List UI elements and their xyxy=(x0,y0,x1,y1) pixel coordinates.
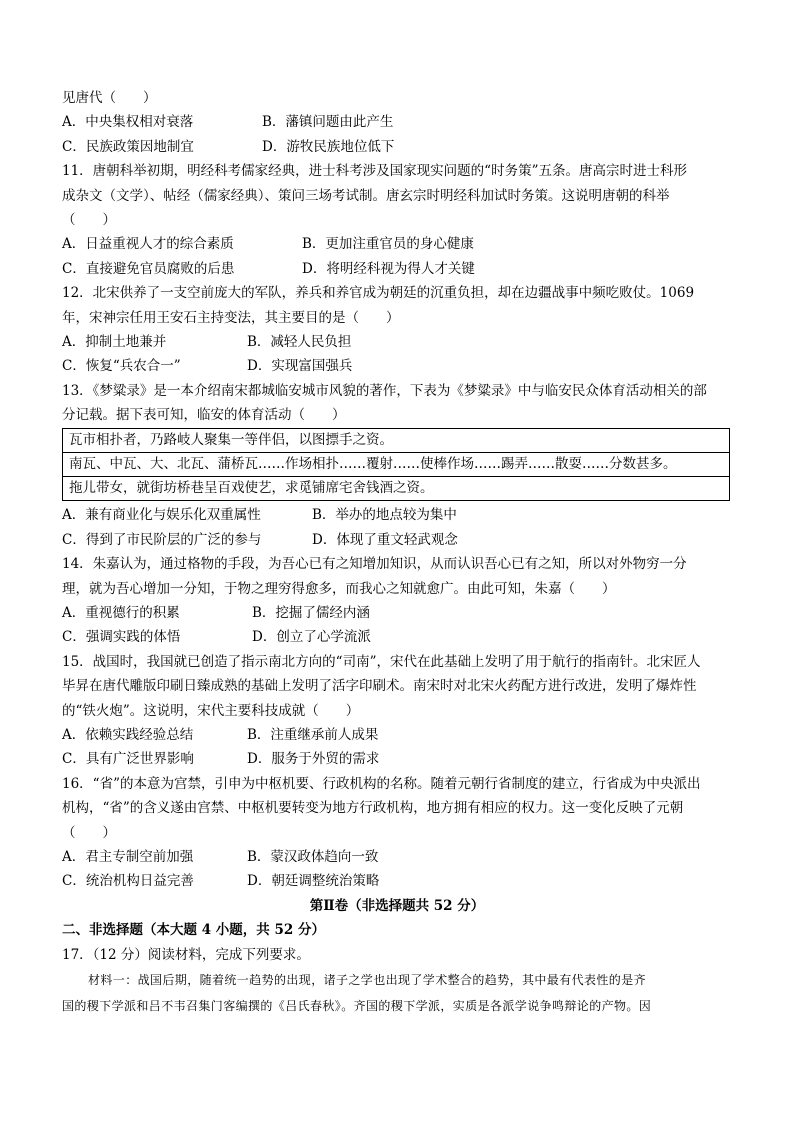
q11-options-row1 xyxy=(62,232,732,256)
q11-option-a[interactable]: A．日益重视人才的综合素质 xyxy=(62,236,234,253)
q15-options-row2 xyxy=(62,747,732,771)
q13-option-c[interactable]: C．得到了市民阶层的广泛的参与 xyxy=(62,531,262,548)
q16-options-row2 xyxy=(62,869,732,893)
q15-stem-line3: 的“铁火炮”。这说明，宋代主要科技成就（ ） xyxy=(62,702,360,719)
q14-option-b[interactable]: B．挖掘了儒经内涵 xyxy=(252,605,370,622)
q11-option-b[interactable]: B．更加注重官员的身心健康 xyxy=(302,236,474,253)
q16-option-b[interactable]: B．蒙汉政体趋向一致 xyxy=(247,848,379,865)
q15-options-row1 xyxy=(62,723,732,747)
q16-option-a[interactable]: A．君主专制空前加强 xyxy=(62,848,194,865)
q15-option-d[interactable]: D．服务于外贸的需求 xyxy=(247,751,380,768)
table-row xyxy=(63,453,730,477)
q15-stem-line2: 毕昇在唐代雕版印刷日臻成熟的基础上发明了活字印刷术。南宋时对北宋火药配方进行改进，发明了爆炸性 xyxy=(62,678,697,695)
q12-stem-line2: 年，宋神宗任用王安石主持变法，其主要目的是（ ） xyxy=(62,309,400,326)
q10-option-c[interactable]: C．民族政策因地制宜 xyxy=(62,138,194,155)
exam-page xyxy=(62,86,732,1019)
q11-stem-line1: 11．唐朝科举初期，明经科考儒家经典，进士科考涉及国家现实问题的“时务策”五条。唐高宗时进士科形 xyxy=(62,163,687,180)
q11-stem-line2: 成杂文（文学）、帖经（儒家经典）、策问三场考试制。唐玄宗时明经科加试时务策。这说明唐朝的科举 xyxy=(62,187,670,204)
q16-stem-line3: （ ） xyxy=(62,824,116,841)
q12-options-row2 xyxy=(62,354,732,378)
section2-heading: 二、非选择题（本大题 4 小题，共 52 分） xyxy=(62,922,325,939)
table-cell: 瓦市相扑者，乃路岐人聚集一等伴侣，以图摽手之资。 xyxy=(63,429,730,453)
q13-options-row2 xyxy=(62,528,732,552)
q13-stem-line2: 分记载。据下表可知，临安的体育活动（ ） xyxy=(62,407,346,424)
material1-line2: 国的稷下学派和吕不韦召集门客编撰的《吕氏春秋》。齐国的稷下学派，实质是各派学说争鸣辩论的产物。因 xyxy=(62,998,652,1013)
table-cell: 南瓦、中瓦、大、北瓦、蒲桥瓦……作场相扑……覆射……使棒作场……踢弄……散耍……分数甚多。 xyxy=(63,453,730,477)
q10-stem-tail: 见唐代（ ） xyxy=(62,90,157,106)
q12-option-a[interactable]: A．抑制土地兼并 xyxy=(62,333,167,350)
q12-option-d[interactable]: D．实现富国强兵 xyxy=(247,358,353,375)
table-row xyxy=(63,429,730,453)
q13-options-row1 xyxy=(62,503,732,527)
q10-option-a[interactable]: A．中央集权相对衰落 xyxy=(62,114,194,131)
q15-option-b[interactable]: B．注重继承前人成果 xyxy=(247,726,379,743)
q15-stem-line1: 15．战国时，我国就已创造了指示南北方向的“司南”，宋代在此基础上发明了用于航行的指南针。北宋匠人 xyxy=(62,653,701,670)
q16-option-c[interactable]: C．统治机构日益完善 xyxy=(62,873,194,890)
q12-stem-line1: 12．北宋供养了一支空前庞大的军队，养兵和养官成为朝廷的沉重负担，却在边疆战事中频吃败仗。1069 xyxy=(62,285,695,302)
q16-options-row1 xyxy=(62,845,732,869)
q12-options-row1 xyxy=(62,330,732,354)
q10-option-d[interactable]: D．游牧民族地位低下 xyxy=(262,138,395,155)
q11-option-d[interactable]: D．将明经科视为得人才关键 xyxy=(302,260,475,277)
material1-line1: 材料一：战国后期，随着统一趋势的出现，诸子之学也出现了学术整合的趋势，其中最有代表性的是齐 xyxy=(88,972,647,987)
q11-options-row2 xyxy=(62,257,732,281)
q12-option-b[interactable]: B．减轻人民负担 xyxy=(247,333,352,350)
table-row xyxy=(63,477,730,501)
q14-options-row1 xyxy=(62,601,732,625)
q13-stem-line1: 13．《梦粱录》是一本介绍南宋都城临安城市风貌的著作，下表为《梦粱录》中与临安民众体育活动相关的部 xyxy=(62,382,707,399)
q15-option-c[interactable]: C．具有广泛世界影响 xyxy=(62,751,194,768)
q15-option-a[interactable]: A．依赖实践经验总结 xyxy=(62,726,194,743)
q10-option-b[interactable]: B．藩镇问题由此产生 xyxy=(262,114,394,131)
q11-option-c[interactable]: C．直接避免官员腐败的后患 xyxy=(62,260,235,277)
q12-option-c[interactable]: C．恢复“兵农合一” xyxy=(62,358,181,375)
q13-option-d[interactable]: D．体现了重文轻武观念 xyxy=(312,531,458,548)
q10-options-row2 xyxy=(62,135,732,159)
q14-option-d[interactable]: D．创立了心学流派 xyxy=(252,629,371,646)
q10-options-row1 xyxy=(62,110,732,134)
q13-option-b[interactable]: B．举办的地点较为集中 xyxy=(312,507,457,524)
q14-option-a[interactable]: A．重视德行的积累 xyxy=(62,605,180,622)
q14-stem-line1: 14．朱嘉认为，通过格物的手段，为吾心已有之知增加知识，从而认识吾心已有之知，所以对外物穷一分 xyxy=(62,556,687,573)
q13-source-table xyxy=(62,428,730,501)
q16-option-d[interactable]: D．朝廷调整统治策略 xyxy=(247,873,380,890)
part2-title: 第Ⅱ卷（非选择题共 52 分） xyxy=(309,897,485,914)
q17-stem: 17．（12 分）阅读材料，完成下列要求。 xyxy=(62,946,310,963)
q14-stem-line2: 理，就为吾心增加一分知，于物之理穷得愈多，而我心之知就愈广。由此可知，朱嘉（ ） xyxy=(62,580,616,597)
q14-options-row2 xyxy=(62,625,732,649)
q14-option-c[interactable]: C．强调实践的体悟 xyxy=(62,629,181,646)
q16-stem-line1: 16．“省”的本意为宫禁，引申为中枢机要、行政机构的名称。随着元朝行省制度的建立，行省成为中央派出 xyxy=(62,775,701,792)
q11-stem-line3: （ ） xyxy=(62,211,116,228)
q16-stem-line2: 机构，“省”的含义遂由宫禁、中枢机要转变为地方行政机构，地方拥有相应的权力。这一变化反映了元朝 xyxy=(62,800,684,817)
table-cell: 拖儿带女，就街坊桥巷呈百戏使艺，求觅铺席宅舍钱酒之资。 xyxy=(63,477,730,501)
q13-option-a[interactable]: A．兼有商业化与娱乐化双重属性 xyxy=(62,507,261,524)
